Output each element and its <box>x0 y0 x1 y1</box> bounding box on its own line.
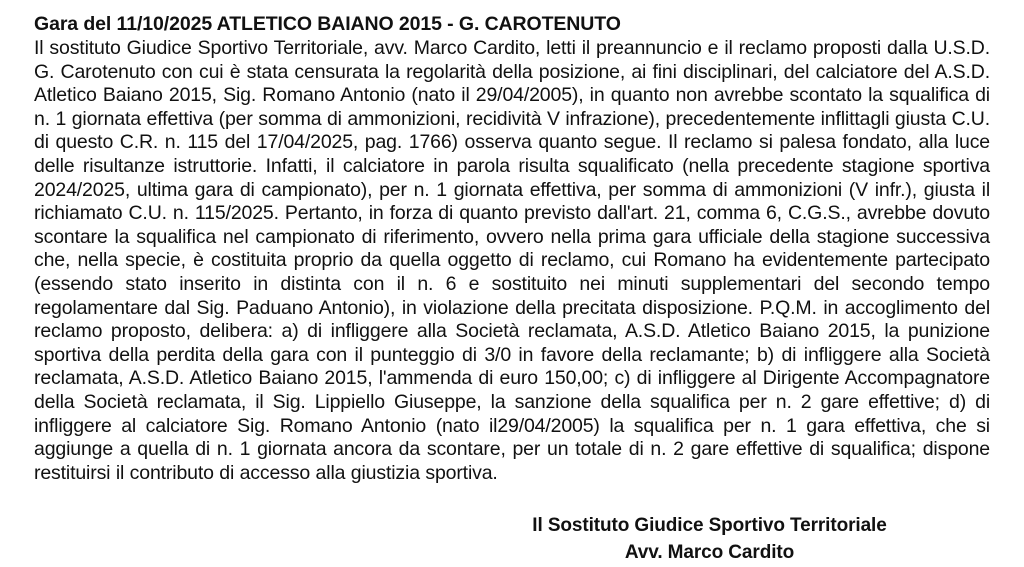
signature-block <box>34 512 990 566</box>
signature-name: Avv. Marco Cardito <box>624 542 795 564</box>
document-body-text: Il sostituto Giudice Sportivo Territoriale, avv. Marco Cardito, letti il preannuncio e il reclamo proposti dalla U.S.D. G. Carotenuto con cui è stata censurata la regolarità della posizione, ai fini disciplinari, del calciatore del A.S.D. Atletico Baiano 2015, Sig. Romano Antonio (nato il 29/04/2005), in quanto non avrebbe scontato la squalifica di n. 1 giornata effettiva (per somma di ammonizioni, recidività V infrazione), precedentemente inflittagli giusta C.U. di questo C.R. n. 115 del 17/04/2025, pag. 1766) osserva quanto segue. Il reclamo si palesa fondato, alla luce delle risultanze istruttorie. Infatti, il calciatore in parola risulta squalificato (nella precedente stagione sportiva 2024/2025, ultima gara di campionato), per n. 1 giornata effettiva, per somma di ammonizioni (V infr.), giusta il richiamato C.U. n. 115/2025. Pertanto, in forza di quanto previsto dall'art. 21, comma 6, C.G.S., avrebbe dovuto scontare la squalifica nel campionato di riferimento, ovvero nella prima gara ufficiale della stagione successiva che, nella specie, è costituita proprio da quella oggetto di reclamo, cui Romano ha evidentemente partecipato (essendo stato inserito in distinta con il n. 6 e sostituito nei minuti supplementari del secondo tempo regolamentare dal Sig. Paduano Antonio), in violazione della precitata disposizione. P.Q.M. in accoglimento del reclamo proposto, delibera: a) di infliggere alla Società reclamata, A.S.D. Atletico Baiano 2015, la punizione sportiva della perdita della gara con il punteggio di 3/0 in favore della reclamante; b) di infliggere alla Società reclamata, A.S.D. Atletico Baiano 2015, l'ammenda di euro 150,00; c) di infliggere al Dirigente Accompagnatore della Società reclamata, il Sig. Lippiello Giuseppe, la sanzione della squalifica per n. 2 gare effettive; d) di infliggere al calciatore Sig. Romano Antonio (nato il29/04/2005) la squalifica per n. 1 gara effettiva, che si aggiunge a quella di n. 1 giornata ancora da scontare, per un totale di n. 2 gare effettive di squalifica; dispone restituirsi il contributo di accesso alla giustizia sportiva. <box>34 37 990 484</box>
signature-role: Il Sostituto Giudice Sportivo Territoriale <box>532 515 887 537</box>
document-title: Gara del 11/10/2025 ATLETICO BAIANO 2015 - G. CAROTENUTO <box>34 13 621 35</box>
